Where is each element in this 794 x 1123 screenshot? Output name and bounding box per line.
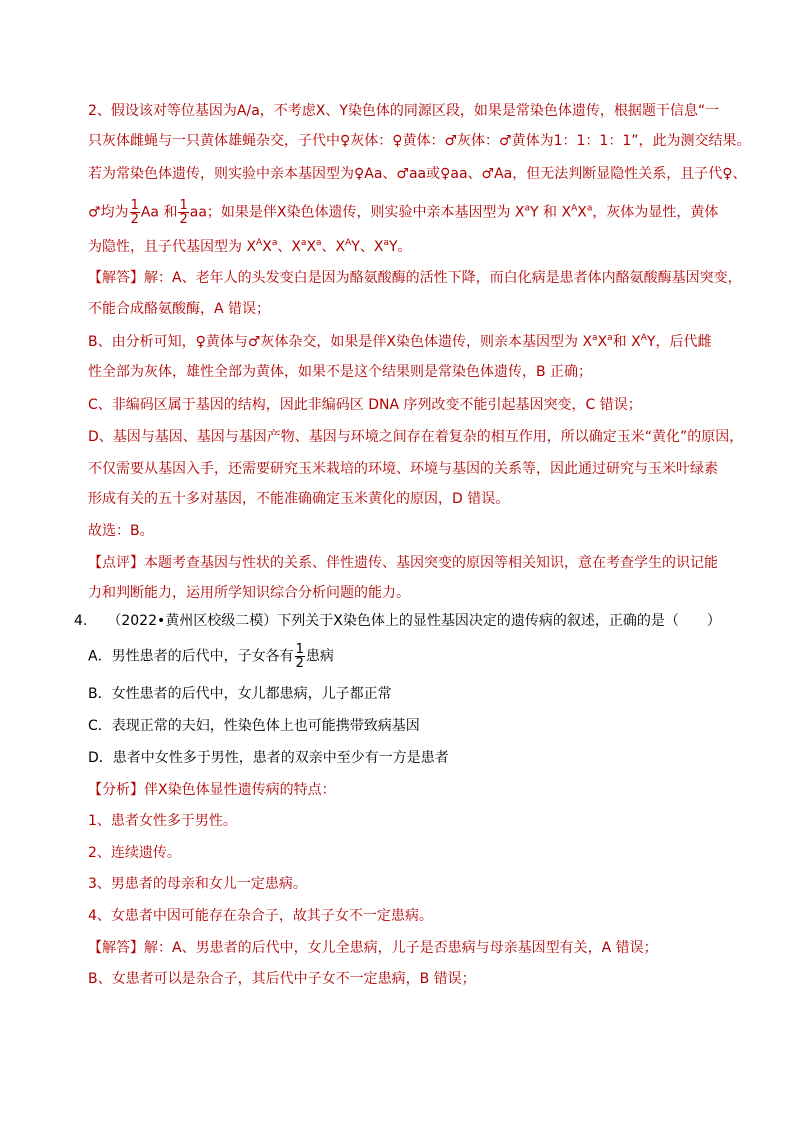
text-line: 性全部为灰体，雄性全部为黄体，如果不是这个结果则是常染色体遗传，B 正确； [88,364,593,380]
text-line [88,237,412,257]
answer-tag: 【解答】 [88,270,144,286]
answer-tag: 【解答】 [88,940,144,956]
text-fragment: X [306,239,317,255]
text-line: B、女患者可以是杂合子，其后代中子女不一定患病，B 错误； [88,971,476,987]
text-fragment: Y，后代雌 [646,334,712,350]
text-line: D、基因与基因、基因与基因产物、基因与环境之间存在着复杂的相互作用，所以确定玉米“黄化”的原因， [88,429,744,445]
fraction-numerator: 1 [130,198,139,213]
text-line: 力和判断能力，运用所学知识综合分析问题的能力。 [88,585,410,601]
question-stem [74,611,721,631]
analysis-heading [88,780,336,800]
text-fragment: aa；如果是伴X染色体遗传，则实验中亲本基因型为 X [189,204,525,221]
fraction-numerator: 1 [295,642,304,657]
fraction [295,643,305,670]
text-line: 故选：B。 [88,523,154,539]
text-fragment: 解：A、老年人的头发变白是因为酪氨酸酶的活性下降，而白化病是患者体内酪氨酸酶基因突变， [144,270,742,286]
text-line [88,938,658,958]
fraction-numerator: 1 [179,198,188,213]
text-fragment: Y 和 X [530,204,572,221]
text-fragment: 患病 [305,648,334,665]
superscript: A [571,203,578,214]
text-fragment: 为隐性，且子代基因型为 X [88,239,257,255]
review-tag: 【点评】 [88,555,144,571]
fraction [130,199,140,226]
text-line [88,199,718,226]
text-line: 不仅需要从基因入手，还需要研究玉米栽培的环境、环境与基因的关系等，因此通过研究与玉米叶绿素 [88,461,718,477]
superscript: a [300,238,307,248]
option-d: D．患者中女性多于男性，患者的双亲中至少有一方是患者 [88,750,449,766]
analysis-tag: 【分析】 [88,782,144,798]
text-line: 形成有关的五十多对基因，不能准确确定玉米黄化的原因，D 错误。 [88,491,510,507]
text-line [88,268,742,288]
superscript: A [640,333,647,343]
question-number: 4. [74,613,88,629]
text-fragment: B、由分析可知，♀黄体与♂灰体杂交，如果是伴X染色体遗传，则亲本基因型为 X [88,334,593,350]
text-line [88,332,711,352]
text-fragment: 、X [277,239,301,255]
text-line: 2、假设该对等位基因为A/a，不考虑X、Y染色体的同源区段，如果是常染色体遗传，根据题干信息“一 [88,103,720,119]
superscript: a [592,333,598,343]
superscript: A [345,238,352,248]
text-line: 若为常染色体遗传，则实验中亲本基因型为♀Aa、♂aa或♀aa、♂Aa，但无法判断显隐性关系，且子代♀、 [88,166,747,182]
text-fragment: Aa 和 [140,204,178,221]
superscript: a [607,333,613,343]
text-fragment: Y、X [351,239,384,255]
superscript: A [256,238,263,248]
fraction [178,199,188,226]
text-line: 只灰体雌蝇与一只黄体雄蝇杂交，子代中♀灰体：♀黄体：♂灰体：♂黄体为1：1：1：1”，此为测交结果。 [88,133,751,149]
text-line: 1、患者女性多于男性。 [88,813,237,829]
text-fragment: 、X [321,239,346,255]
text-line [88,553,718,573]
superscript: a [316,238,322,248]
text-fragment: 伴X染色体显性遗传病的特点： [144,782,336,798]
question-text: （2022•黄州区校级二模）下列关于X染色体上的显性基因决定的遗传病的叙述，正确的是（ ） [107,613,721,629]
text-line: 不能合成酪氨酸酶，A 错误； [88,301,271,317]
text-line: 3、男患者的母亲和女儿一定患病。 [88,876,307,892]
text-fragment: 和 X [612,334,641,350]
text-line: 4、女患者中因可能存在杂合子，故其子女不一定患病。 [88,908,433,924]
fraction-denominator: 2 [130,212,139,227]
text-fragment: Y。 [388,239,412,255]
superscript: a [524,203,531,214]
fraction-denominator: 2 [295,656,304,671]
option-a [88,643,334,670]
superscript: a [586,203,593,214]
superscript: a [383,238,389,248]
text-fragment: ♂均为 [88,204,129,221]
superscript: a [271,238,278,248]
text-fragment: 解：A、男患者的后代中，女儿全患病，儿子是否患病与母亲基因型有关，A 错误； [144,940,658,956]
fraction-denominator: 2 [179,212,188,227]
text-fragment: 本题考查基因与性状的关系、伴性遗传、基因突变的原因等相关知识，意在考查学生的识记能 [144,555,718,571]
option-b: B．女性患者的后代中，女儿都患病，儿子都正常 [88,686,392,702]
text-fragment: A．男性患者的后代中，子女各有 [88,648,294,665]
text-fragment: ，灰体为显性，黄体 [592,204,719,221]
text-line: C、非编码区属于基因的结构，因此非编码区 DNA 序列改变不能引起基因突变，C 错误； [88,397,642,413]
text-fragment: X [577,204,587,221]
text-fragment: X [262,239,272,255]
option-c: C．表现正常的夫妇，性染色体上也可能携带致病基因 [88,718,420,734]
text-fragment: X [597,334,608,350]
text-line: 2、连续遗传。 [88,845,181,861]
